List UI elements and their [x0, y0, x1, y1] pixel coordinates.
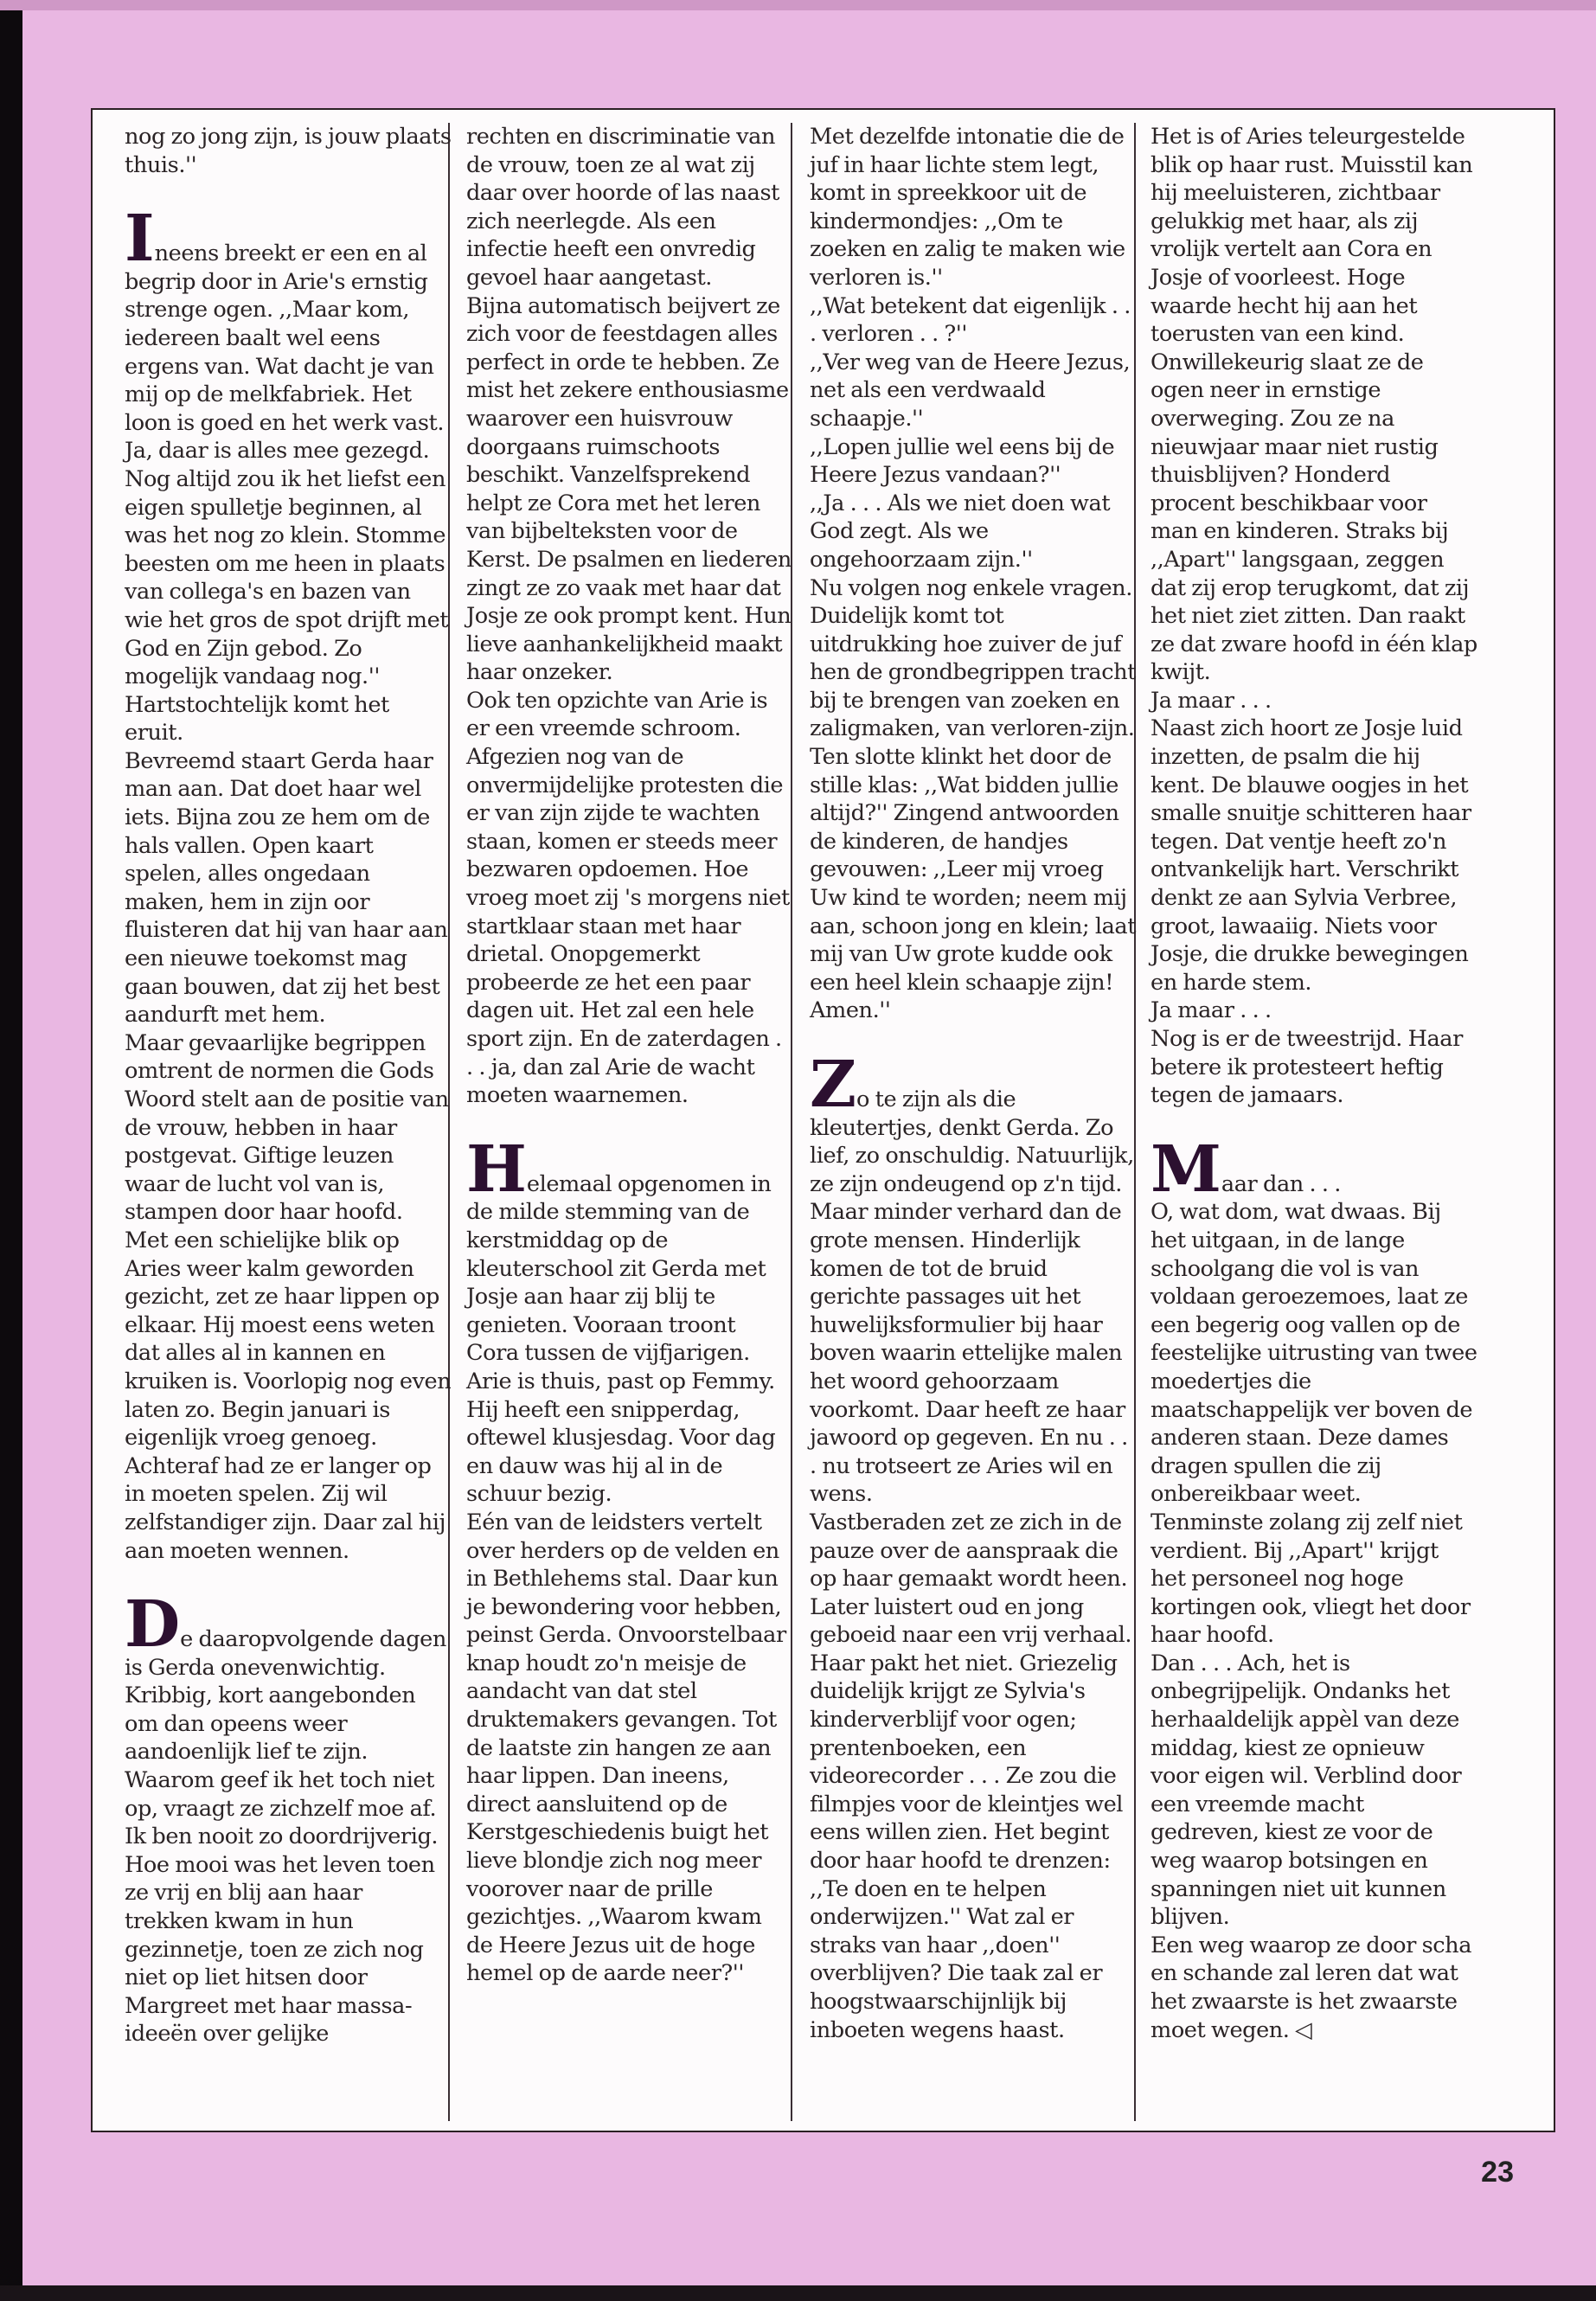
paragraph [466, 687, 793, 1110]
paragraph-text: Vastberaden zet ze zich in de pauze over de aanspraak die op haar gemaakt wordt heen. Later luistert oud en jong geboeid naar een vrij verhaal. Haar pakt het niet. Griezelig duidelijk krijgt ze Sylvia's kinderverblijf voor ogen; prentenboeken, een videorecorder . . . Ze zou die filmpjes voor de kleintjes wel eens willen zien. Het begint door haar hoofd te drenzen: ,,Te doen en te helpen onderwijzen.'' Wat zal er straks van haar ,,doen'' overblijven? Die taak zal er hoogstwaarschijnlijk bij inboeten wegens haast. [810, 1509, 1132, 2043]
paragraph-text: ,,Ja . . . Als we niet doen wat God zegt. Als we ongehoorzaam zijn.'' [810, 490, 1111, 573]
paragraph-text: e daaropvolgende dagen is Gerda onevenwichtig. Kribbig, kort aangebonden om dan opeens weer aandoenlijk lief te zijn. Waarom geef ik het toch niet op, vraagt ze zichzelf moe af. Ik ben nooit zo doordrijverig. Hoe mooi was het leven toen ze vrij en blij aan haar trekken kwam in hun gezinnetje, toen ze zich nog niet op liet hitsen door Margreet met haar massa-ideeën over gelijke [125, 1626, 446, 2048]
paragraph-text: Bevreemd staart Gerda haar man aan. Dat doet haar wel iets. Bijna zou ze hem om de hals vallen. Open kaart spelen, alles ongedaan maken, hem in zijn oor fluisteren dat hij van haar aan een nieuwe toekomst mag gaan bouwen, dat zij het best aandurft met hem. [125, 747, 448, 1029]
paragraph [810, 574, 1137, 1026]
paragraph [1151, 997, 1477, 1025]
paragraph [810, 123, 1137, 292]
paragraph-text: ,,Wat betekent dat eigenlijk . . . verloren . . ?'' [810, 292, 1131, 348]
paragraph-text: ,,Lopen jullie wel eens bij de Heere Jezus vandaan?'' [810, 433, 1115, 489]
text-column-2 [466, 123, 793, 2121]
section-paragraph [125, 1587, 452, 2048]
paragraph-text: rechten en discriminatie van de vrouw, toen ze al wat zij daar over hoorde of las naast zich neerlegde. Als een infectie heeft een onvredig gevoel haar aangetast. [466, 124, 779, 291]
paragraph [1151, 1932, 1477, 2044]
paragraph-text: Maar gevaarlijke begrippen omtrent de normen die Gods Woord stelt aan de positie van de vrouw, hebben in haar postgevat. Giftige leuzen waar de lucht vol van is, stampen door haar hoofd. Met een schielijke blik op Aries weer kalm geworden gezicht, zet ze haar lippen op elkaar. Hij moest eens weten dat alles al in kannen en kruiken is. Voorlopig nog even laten zo. Begin januari is eigenlijk vroeg genoeg. Achteraf had ze er langer op in moeten spelen. Zij wil zelfstandiger zijn. Daar zal hij aan moeten wennen. [125, 1029, 452, 1564]
section-paragraph [125, 202, 452, 747]
paragraph-text: Onwillekeurig slaat ze de ogen neer in ernstige overweging. Zou ze na nieuwjaar maar niet rustig thuisblijven? Honderd procent beschikbaar voor man en kinderen. Straks bij ,,Apart'' langsgaan, zeggen dat zij erop terugkomt, dat zij het niet ziet zitten. Dan raakt ze dat zware hoofd in één klap kwijt. [1151, 349, 1477, 686]
section-paragraph [1151, 1131, 1477, 1207]
page-number: 23 [1481, 2156, 1514, 2189]
paragraph-text: Ja maar . . . [1151, 997, 1272, 1024]
paragraph-text: ,,Ver weg van de Heere Jezus, net als een verdwaald schaapje.'' [810, 349, 1131, 432]
drop-cap: M [1151, 1131, 1221, 1207]
paragraph-text: nog zo jong zijn, is jouw plaats thuis.'' [125, 124, 452, 178]
paragraph [810, 349, 1137, 433]
paragraph [1151, 715, 1477, 997]
paragraph [125, 123, 452, 179]
text-column-4 [1151, 123, 1477, 2121]
paragraph-text: neens breekt er een en al begrip door in Arie's ernstig strenge ogen. ,,Maar kom, iedereen baalt wel eens ergens van. Wat dacht je van mij op de melkfabriek. Het loon is goed en het werk vast. Ja, daar is alles mee gezegd. Nog altijd zou ik het liefst een eigen spulletje beginnen, al was het nog zo klein. Stomme beesten om me heen in plaats van collega's en bazen van wie het gros de spot drijft met God en Zijn gebod. Zo mogelijk vandaag nog.'' Hartstochtelijk komt het eruit. [125, 240, 449, 747]
paragraph [125, 747, 452, 1029]
paragraph [125, 1029, 452, 1565]
paragraph [1151, 687, 1477, 715]
text-column-3 [810, 123, 1137, 2121]
paragraph-text: Ja maar . . . [1151, 687, 1272, 714]
drop-cap: D [125, 1587, 181, 1663]
paragraph-text: Nog is er de tweestrijd. Haar betere ik protesteert heftig tegen de jamaars. [1151, 1026, 1463, 1109]
paragraph-text: Bijna automatisch beijvert ze zich voor de feestdagen alles perfect in orde te hebben. Ze mist het zekere enthousiasme waarover een huisvrouw doorgaans ruimschoots beschikt. Vanzelfsprekend helpt ze Cora met het leren van bijbelteksten voor de Kerst. De psalmen en liederen zingt ze zo vaak met haar dat Josje ze ook prompt kent. Hun lieve aanhankelijkheid maakt haar onzeker. [466, 292, 792, 686]
paragraph [1151, 1650, 1477, 1932]
paragraph-text: O, wat dom, wat dwaas. Bij het uitgaan, in de lange schoolgang die vol is van voldaan geroezemoes, laat ze een begerig oog vallen op de feestelijke uitrusting van twee moedertjes die maatschappelijk ver boven de anderen staan. Deze dames dragen spullen die zij onbereikbaar weet. Tenminste zolang zij zelf niet verdient. Bij ,,Apart'' krijgt het personeel nog hoge kortingen ook, vliegt het door haar hoofd. [1151, 1199, 1477, 1649]
paragraph-text: Het is of Aries teleurgestelde blik op haar rust. Muisstil kan hij meeluisteren, zichtbaar gelukkig met haar, als zij vrolijk vertelt aan Cora en Josje of voorleest. Hoge waarde hecht hij aan het toerusten van een kind. [1151, 124, 1473, 348]
paragraph [466, 123, 793, 292]
paragraph [1151, 1025, 1477, 1110]
paragraph-text: Naast zich hoort ze Josje luid inzetten, de psalm die hij kent. De blauwe oogjes in het smalle snuitje schitteren haar tegen. Dat ventje heeft zo'n ontvankelijk hart. Verschrikt denkt ze aan Sylvia Verbree, groot, lawaaiig. Niets voor Josje, die drukke bewegingen en harde stem. [1151, 715, 1471, 996]
paragraph-text: Nu volgen nog enkele vragen. Duidelijk komt tot uitdrukking hoe zuiver de juf hen de grondbegrippen tracht bij te brengen van zoeken en zaligmaken, van verloren-zijn. Ten slotte klinkt het door de stille klas: ,,Wat bidden jullie altijd?'' Zingend antwoorden de kinderen, de handjes gevouwen: ,,Leer mij vroeg Uw kind te worden; neem mij aan, schoon jong en klein; laat mij van Uw grote kudde ook een heel klein schaapje zijn! Amen.'' [810, 574, 1137, 1024]
drop-cap: H [466, 1131, 527, 1207]
paragraph [810, 490, 1137, 574]
paragraph [810, 292, 1137, 349]
paragraph-text: Met dezelfde intonatie die de juf in haar lichte stem legt, komt in spreekkoor uit de kindermondjes: ,,Om te zoeken en zalig te maken wie verloren is.'' [810, 124, 1125, 291]
paragraph [1151, 1198, 1477, 1650]
paragraph [1151, 123, 1477, 349]
paragraph [810, 433, 1137, 490]
drop-cap: Z [810, 1048, 857, 1122]
paragraph [466, 292, 793, 687]
scan-edge-top [0, 0, 1596, 10]
scan-shadow-bottom [0, 2285, 1596, 2301]
paragraph [810, 1509, 1137, 2044]
text-column-1 [125, 123, 452, 2121]
paragraph-text: elemaal opgenomen in de milde stemming van de kerstmiddag op de kleuterschool zit Gerda met Josje aan haar zij blij te genieten. Vooraan troont Cora tussen de vijfjarigen. Arie is thuis, past op Femmy. Hij heeft een snipperdag, oftewel klusjesdag. Voor dag en dauw was hij al in de schuur bezig. [466, 1170, 776, 1508]
paragraph-text: Ook ten opzichte van Arie is er een vreemde schroom. Afgezien nog van de onvermijdelijke protesten die er van zijn zijde te wachten staan, komen er steeds meer bezwaren opdoemen. Hoe vroeg moet zij 's morgens niet startklaar staan met haar drietal. Onopgemerkt probeerde ze het een paar dagen uit. Het zal een hele sport zijn. En de zaterdagen . . . ja, dan zal Arie de wacht moeten waarnemen. [466, 687, 790, 1109]
scan-shadow-left [0, 0, 22, 2301]
paragraph [1151, 349, 1477, 687]
section-paragraph [810, 1048, 1137, 1509]
paragraph-text: aar dan . . . [1221, 1170, 1341, 1197]
paragraph-text: Eén van de leidsters vertelt over herders op de velden en in Bethlehems stal. Daar kun je bewondering voor hebben, peinst Gerda. Onvoorstelbaar knap houdt zo'n meisje de aandacht van dat stel druktemakers gevangen. Tot de laatste zin hangen ze aan haar lippen. Dan ineens, direct aansluitend op de Kerstgeschiedenis buigt het lieve blondje zich nog meer voorover naar de prille gezichtjes. ,,Waarom kwam de Heere Jezus uit de hoge hemel op de aarde neer?'' [466, 1509, 786, 1987]
paragraph [466, 1509, 793, 1988]
section-paragraph [466, 1131, 793, 1509]
drop-cap: I [125, 202, 155, 277]
paragraph-text: Een weg waarop ze door scha en schande zal leren dat wat het zwaarste is het zwaarste moet wegen. ◁ [1151, 1932, 1472, 2043]
paragraph-text: o te zijn als die kleutertjes, denkt Gerda. Zo lief, zo onschuldig. Natuurlijk, ze zijn ondeugend op z'n tijd. Maar minder verhard dan de grote mensen. Hinderlijk komen de tot de bruid gerichte passages uit het huwelijksformulier bij haar boven waarin ettelijke malen het woord gehoorzaam voorkomt. Daar heeft ze haar jawoord op gegeven. En nu . . . nu trotseert ze Aries wil en wens. [810, 1086, 1134, 1508]
paragraph-text: Dan . . . Ach, het is onbegrijpelijk. Ondanks het herhaaldelijk appèl van deze middag, kiest ze opnieuw voor eigen wil. Verblind door een vreemde macht gedreven, kiest ze voor de weg waarop botsingen en spanningen niet uit kunnen blijven. [1151, 1650, 1462, 1931]
